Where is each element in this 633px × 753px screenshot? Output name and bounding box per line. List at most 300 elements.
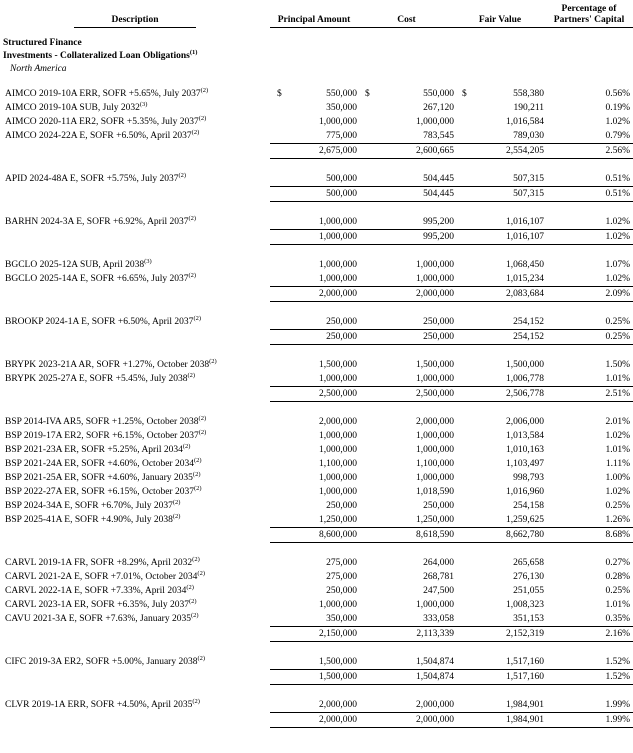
partners-capital-pct-cell bbox=[545, 485, 633, 499]
cost-cell bbox=[358, 598, 455, 612]
principal-amount-value: 1,250,000 bbox=[319, 515, 357, 525]
security-description bbox=[0, 215, 270, 229]
security-row bbox=[0, 556, 633, 570]
partners-capital-pct-cell bbox=[545, 471, 633, 485]
security-row bbox=[0, 698, 633, 712]
principal-amount-cell bbox=[270, 115, 358, 129]
security-groups bbox=[0, 87, 633, 728]
principal-amount-value: 350,000 bbox=[326, 103, 357, 113]
security-row bbox=[0, 215, 633, 229]
partners-capital-pct-cell bbox=[545, 698, 633, 712]
subtotal-pct-value: 1.52% bbox=[605, 672, 630, 682]
cost-value: 268,781 bbox=[423, 572, 454, 582]
security-group bbox=[0, 315, 633, 345]
security-description bbox=[0, 443, 270, 457]
principal-amount-value: 250,000 bbox=[326, 586, 357, 596]
fair-value-cell bbox=[455, 129, 545, 143]
principal-amount-value: 275,000 bbox=[326, 572, 357, 582]
principal-amount-value: 1,000,000 bbox=[319, 431, 357, 441]
security-description bbox=[0, 115, 270, 129]
subtotal-cost-cell bbox=[358, 143, 455, 159]
security-group bbox=[0, 655, 633, 685]
footnote-ref: (2) bbox=[193, 315, 202, 322]
fair-value-value: 1,006,778 bbox=[506, 374, 544, 384]
fair-value-cell bbox=[455, 499, 545, 513]
partners-capital-pct-value: 0.51% bbox=[605, 174, 630, 184]
cost-value: 2,000,000 bbox=[416, 417, 454, 427]
subtotal-cost-value: 995,200 bbox=[423, 232, 454, 242]
cost-value: 333,058 bbox=[423, 614, 454, 624]
subtotal-spacer bbox=[0, 286, 270, 302]
subtotal-fair-cell bbox=[455, 186, 545, 202]
cost-cell bbox=[358, 358, 455, 372]
subtotal-fair-value: 8,662,780 bbox=[506, 530, 544, 540]
dollar-sign: $ bbox=[277, 89, 282, 99]
principal-amount-value: 1,500,000 bbox=[319, 657, 357, 667]
security-description bbox=[0, 101, 270, 115]
security-name: CARVL 2022-1A E, SOFR +7.33%, April 2034 bbox=[5, 586, 187, 596]
fair-value-cell bbox=[455, 698, 545, 712]
subtotal-spacer bbox=[0, 712, 270, 728]
cost-cell bbox=[358, 372, 455, 386]
security-group bbox=[0, 358, 633, 402]
cost-value: 1,504,874 bbox=[416, 657, 454, 667]
subtotal-principal-value: 2,500,000 bbox=[319, 389, 357, 399]
security-row bbox=[0, 101, 633, 115]
subtotal-pct-value: 1.99% bbox=[605, 715, 630, 725]
principal-amount-cell bbox=[270, 101, 358, 115]
principal-amount-value: 1,500,000 bbox=[319, 360, 357, 370]
footnote-ref: (2) bbox=[198, 415, 207, 422]
partners-capital-pct-value: 0.27% bbox=[605, 558, 630, 568]
fair-value-cell bbox=[455, 372, 545, 386]
security-row bbox=[0, 372, 633, 386]
fair-value-value: 276,130 bbox=[513, 572, 544, 582]
security-description bbox=[0, 655, 270, 669]
principal-amount-cell bbox=[270, 556, 358, 570]
principal-amount-cell bbox=[270, 272, 358, 286]
fair-value-cell bbox=[455, 115, 545, 129]
security-row bbox=[0, 598, 633, 612]
footnote-ref: (2) bbox=[192, 698, 200, 705]
subtotal-pct-value: 2.16% bbox=[605, 629, 630, 639]
security-row bbox=[0, 129, 633, 143]
cost-cell bbox=[358, 471, 455, 485]
partners-capital-pct-value: 1.26% bbox=[605, 515, 630, 525]
subtotal-principal-cell bbox=[270, 386, 358, 402]
group-subtotal-row bbox=[0, 669, 633, 685]
security-group bbox=[0, 87, 633, 159]
security-name: AIMCO 2019-10A SUB, July 2032 bbox=[5, 103, 140, 113]
cost-cell bbox=[358, 315, 455, 329]
fair-value-value: 190,211 bbox=[513, 103, 544, 113]
footnote-ref: (2) bbox=[193, 457, 202, 464]
section-title-text: Structured Finance bbox=[3, 38, 82, 48]
partners-capital-pct-value: 1.02% bbox=[605, 117, 630, 127]
cost-value: 267,120 bbox=[423, 103, 454, 113]
header-partners-capital bbox=[545, 4, 633, 28]
subtotal-cost-value: 2,000,000 bbox=[416, 289, 454, 299]
cost-cell bbox=[358, 272, 455, 286]
subtotal-fair-value: 1,517,160 bbox=[506, 672, 544, 682]
fair-value-value: 789,030 bbox=[513, 131, 544, 141]
security-description bbox=[0, 612, 270, 626]
fair-value-cell bbox=[455, 358, 545, 372]
subtotal-cost-cell bbox=[358, 626, 455, 642]
subtotal-pct-cell bbox=[545, 186, 633, 202]
cost-cell bbox=[358, 215, 455, 229]
subtotal-fair-cell bbox=[455, 527, 545, 543]
subtotal-fair-value: 2,506,778 bbox=[506, 389, 544, 399]
cost-value: 1,000,000 bbox=[416, 473, 454, 483]
cost-value: 264,000 bbox=[423, 558, 454, 568]
cost-value: 2,000,000 bbox=[416, 700, 454, 710]
cost-value: 1,500,000 bbox=[416, 360, 454, 370]
fair-value-cell bbox=[455, 655, 545, 669]
security-row bbox=[0, 258, 633, 272]
cost-value: 250,000 bbox=[423, 317, 454, 327]
footnote-ref: (2) bbox=[200, 87, 209, 94]
principal-amount-cell bbox=[270, 129, 358, 143]
fair-value-cell bbox=[455, 172, 545, 186]
subtotal-principal-value: 1,500,000 bbox=[319, 672, 357, 682]
partners-capital-pct-cell bbox=[545, 115, 633, 129]
fair-value-cell bbox=[455, 272, 545, 286]
security-name: CLVR 2019-1A ERR, SOFR +4.50%, April 2035 bbox=[5, 700, 193, 710]
principal-amount-value: 1,000,000 bbox=[319, 274, 357, 284]
cost-value: 1,000,000 bbox=[416, 117, 454, 127]
footnote-ref: (2) bbox=[192, 556, 200, 563]
subtotal-spacer bbox=[0, 186, 270, 202]
partners-capital-pct-cell bbox=[545, 429, 633, 443]
fair-value-value: 1,984,901 bbox=[506, 700, 544, 710]
security-group bbox=[0, 215, 633, 245]
cost-value: 1,000,000 bbox=[416, 274, 454, 284]
dollar-sign: $ bbox=[462, 89, 467, 99]
cost-cell bbox=[358, 429, 455, 443]
partners-capital-pct-value: 1.00% bbox=[605, 473, 630, 483]
partners-capital-pct-value: 0.19% bbox=[605, 103, 630, 113]
group-subtotal-row bbox=[0, 329, 633, 345]
principal-amount-value: 250,000 bbox=[326, 501, 357, 511]
principal-amount-value: 500,000 bbox=[326, 174, 357, 184]
footnote-ref: (2) bbox=[188, 598, 197, 605]
security-name: BROOKP 2024-1A E, SOFR +6.50%, April 2037 bbox=[5, 317, 194, 327]
fair-value-value: 1,016,584 bbox=[506, 117, 544, 127]
fair-value-cell bbox=[455, 415, 545, 429]
footnote-ref: (2) bbox=[178, 172, 187, 179]
cost-value: 1,250,000 bbox=[416, 515, 454, 525]
fair-value-cell bbox=[455, 513, 545, 527]
subtotal-pct-cell bbox=[545, 286, 633, 302]
region-label bbox=[0, 63, 633, 76]
security-name: BGCLO 2025-14A E, SOFR +6.65%, July 2037 bbox=[5, 274, 189, 284]
security-name: BSP 2021-24A ER, SOFR +4.60%, October 2034 bbox=[5, 459, 194, 469]
security-description bbox=[0, 598, 270, 612]
subtotal-spacer bbox=[0, 527, 270, 543]
principal-amount-cell bbox=[270, 612, 358, 626]
partners-capital-pct-cell bbox=[545, 87, 633, 101]
fair-value-value: 1,500,000 bbox=[506, 360, 544, 370]
cost-cell bbox=[358, 698, 455, 712]
partners-capital-pct-value: 0.25% bbox=[605, 501, 630, 511]
principal-amount-cell bbox=[270, 87, 358, 101]
subtotal-fair-value: 2,554,205 bbox=[506, 146, 544, 156]
subtotal-cost-cell bbox=[358, 712, 455, 728]
security-name: CARVL 2019-1A FR, SOFR +8.29%, April 2032 bbox=[5, 558, 193, 568]
security-description bbox=[0, 272, 270, 286]
subtotal-fair-cell bbox=[455, 286, 545, 302]
subtotal-principal-cell bbox=[270, 329, 358, 345]
subtotal-pct-value: 2.56% bbox=[605, 146, 630, 156]
fair-value-cell bbox=[455, 87, 545, 101]
subtotal-principal-value: 2,000,000 bbox=[319, 715, 357, 725]
security-description bbox=[0, 129, 270, 143]
footnote-ref: (2) bbox=[198, 115, 207, 122]
subtotal-cost-cell bbox=[358, 186, 455, 202]
principal-amount-value: 550,000 bbox=[326, 89, 357, 99]
security-description bbox=[0, 556, 270, 570]
subtotal-spacer bbox=[0, 626, 270, 642]
principal-amount-value: 1,000,000 bbox=[319, 445, 357, 455]
fair-value-value: 1,259,625 bbox=[506, 515, 544, 525]
cost-value: 550,000 bbox=[423, 89, 454, 99]
security-name: CARVL 2023-1A ER, SOFR +6.35%, July 2037 bbox=[5, 600, 189, 610]
subtotal-fair-value: 254,152 bbox=[513, 332, 544, 342]
footnote-ref: (2) bbox=[188, 215, 197, 222]
fair-value-value: 1,008,323 bbox=[506, 600, 544, 610]
table-header-row bbox=[0, 4, 633, 28]
partners-capital-pct-cell bbox=[545, 612, 633, 626]
fair-value-cell bbox=[455, 215, 545, 229]
cost-value: 1,000,000 bbox=[416, 445, 454, 455]
group-subtotal-row bbox=[0, 527, 633, 543]
partners-capital-pct-value: 0.25% bbox=[605, 317, 630, 327]
principal-amount-value: 350,000 bbox=[326, 614, 357, 624]
subtotal-pct-cell bbox=[545, 712, 633, 728]
group-subtotal-row bbox=[0, 229, 633, 245]
subtotal-cost-cell bbox=[358, 229, 455, 245]
subtotal-cost-value: 8,618,590 bbox=[416, 530, 454, 540]
security-name: AIMCO 2019-10A ERR, SOFR +5.65%, July 2037 bbox=[5, 89, 201, 99]
cost-cell bbox=[358, 101, 455, 115]
fair-value-value: 351,153 bbox=[513, 614, 544, 624]
principal-amount-cell bbox=[270, 172, 358, 186]
subtotal-pct-value: 2.09% bbox=[605, 289, 630, 299]
fair-value-value: 254,158 bbox=[513, 501, 544, 511]
fair-value-value: 1,013,584 bbox=[506, 431, 544, 441]
subtotal-pct-cell bbox=[545, 626, 633, 642]
partners-capital-pct-value: 0.28% bbox=[605, 572, 630, 582]
security-row bbox=[0, 415, 633, 429]
fair-value-value: 2,006,000 bbox=[506, 417, 544, 427]
subtotal-pct-value: 0.51% bbox=[605, 189, 630, 199]
subtotal-pct-cell bbox=[545, 329, 633, 345]
security-description bbox=[0, 584, 270, 598]
subtotal-principal-cell bbox=[270, 143, 358, 159]
section-subtitle-text: Investments - Collateralized Loan Obligations bbox=[3, 51, 190, 61]
section-title bbox=[0, 37, 633, 50]
subtotal-cost-value: 2,113,339 bbox=[416, 629, 454, 639]
security-name: BSP 2024-34A E, SOFR +6.70%, July 2037 bbox=[5, 501, 173, 511]
principal-amount-cell bbox=[270, 513, 358, 527]
partners-capital-pct-cell bbox=[545, 584, 633, 598]
principal-amount-cell bbox=[270, 698, 358, 712]
security-description bbox=[0, 471, 270, 485]
security-row bbox=[0, 115, 633, 129]
footnote-ref: (2) bbox=[188, 272, 197, 279]
fair-value-value: 1,517,160 bbox=[506, 657, 544, 667]
partners-capital-pct-value: 1.50% bbox=[605, 360, 630, 370]
header-principal-amount bbox=[270, 15, 358, 28]
subtotal-spacer bbox=[0, 229, 270, 245]
fair-value-value: 507,315 bbox=[513, 174, 544, 184]
partners-capital-pct-value: 1.52% bbox=[605, 657, 630, 667]
subtotal-cost-value: 2,000,000 bbox=[416, 715, 454, 725]
cost-value: 1,000,000 bbox=[416, 600, 454, 610]
subtotal-cost-value: 250,000 bbox=[423, 332, 454, 342]
cost-value: 1,000,000 bbox=[416, 431, 454, 441]
region-label-text: North America bbox=[10, 64, 67, 74]
fair-value-value: 251,055 bbox=[513, 586, 544, 596]
principal-amount-value: 1,000,000 bbox=[319, 600, 357, 610]
subtotal-cost-cell bbox=[358, 669, 455, 685]
subtotal-principal-value: 2,675,000 bbox=[319, 146, 357, 156]
footnote-ref: (2) bbox=[187, 372, 196, 379]
security-description bbox=[0, 315, 270, 329]
fair-value-value: 254,152 bbox=[513, 317, 544, 327]
security-row bbox=[0, 172, 633, 186]
security-description bbox=[0, 429, 270, 443]
partners-capital-pct-cell bbox=[545, 215, 633, 229]
cost-cell bbox=[358, 570, 455, 584]
cost-cell bbox=[358, 443, 455, 457]
subtotal-principal-cell bbox=[270, 712, 358, 728]
principal-amount-cell bbox=[270, 471, 358, 485]
subtotal-cost-cell bbox=[358, 286, 455, 302]
principal-amount-cell bbox=[270, 443, 358, 457]
partners-capital-pct-cell bbox=[545, 655, 633, 669]
header-fair-value bbox=[455, 15, 545, 28]
group-subtotal-row bbox=[0, 186, 633, 202]
subtotal-fair-cell bbox=[455, 712, 545, 728]
fair-value-value: 1,010,163 bbox=[506, 445, 544, 455]
subtotal-cost-value: 2,500,000 bbox=[416, 389, 454, 399]
principal-amount-cell bbox=[270, 429, 358, 443]
partners-capital-pct-value: 1.02% bbox=[605, 217, 630, 227]
principal-amount-value: 775,000 bbox=[326, 131, 357, 141]
subtotal-pct-cell bbox=[545, 143, 633, 159]
security-description bbox=[0, 172, 270, 186]
group-subtotal-row bbox=[0, 286, 633, 302]
subtotal-principal-value: 500,000 bbox=[326, 189, 357, 199]
cost-value: 783,545 bbox=[423, 131, 454, 141]
partners-capital-pct-value: 1.02% bbox=[605, 431, 630, 441]
subtotal-principal-value: 250,000 bbox=[326, 332, 357, 342]
security-description bbox=[0, 372, 270, 386]
group-subtotal-row bbox=[0, 712, 633, 728]
security-row bbox=[0, 485, 633, 499]
partners-capital-pct-value: 0.25% bbox=[605, 586, 630, 596]
cost-cell bbox=[358, 485, 455, 499]
footnote-ref: (2) bbox=[197, 655, 206, 662]
fair-value-value: 1,015,234 bbox=[506, 274, 544, 284]
security-row bbox=[0, 584, 633, 598]
footnote-ref: (2) bbox=[198, 429, 207, 436]
security-name: BRYPK 2025-27A E, SOFR +5.45%, July 2038 bbox=[5, 374, 188, 384]
principal-amount-value: 1,000,000 bbox=[319, 473, 357, 483]
principal-amount-cell bbox=[270, 499, 358, 513]
security-row bbox=[0, 443, 633, 457]
subtotal-cost-cell bbox=[358, 329, 455, 345]
fair-value-value: 1,016,960 bbox=[506, 487, 544, 497]
security-description bbox=[0, 485, 270, 499]
fair-value-value: 265,658 bbox=[513, 558, 544, 568]
security-name: CARVL 2021-2A E, SOFR +7.01%, October 2034 bbox=[5, 572, 198, 582]
principal-amount-cell bbox=[270, 598, 358, 612]
principal-amount-value: 2,000,000 bbox=[319, 417, 357, 427]
header-description-label: Description bbox=[74, 15, 196, 28]
security-group bbox=[0, 415, 633, 543]
security-group bbox=[0, 258, 633, 302]
fair-value-value: 558,380 bbox=[513, 89, 544, 99]
partners-capital-pct-value: 1.02% bbox=[605, 274, 630, 284]
security-name: BSP 2021-25A ER, SOFR +4.60%, January 2035 bbox=[5, 473, 193, 483]
subtotal-fair-cell bbox=[455, 669, 545, 685]
subtotal-pct-value: 0.25% bbox=[605, 332, 630, 342]
security-row bbox=[0, 655, 633, 669]
subtotal-principal-value: 1,000,000 bbox=[319, 232, 357, 242]
partners-capital-pct-cell bbox=[545, 443, 633, 457]
principal-amount-cell bbox=[270, 258, 358, 272]
security-name: APID 2024-48A E, SOFR +5.75%, July 2037 bbox=[5, 174, 179, 184]
subtotal-spacer bbox=[0, 386, 270, 402]
principal-amount-cell bbox=[270, 358, 358, 372]
fair-value-value: 1,068,450 bbox=[506, 260, 544, 270]
security-group bbox=[0, 556, 633, 642]
fair-value-cell bbox=[455, 612, 545, 626]
principal-amount-value: 1,100,000 bbox=[319, 459, 357, 469]
group-subtotal-row bbox=[0, 143, 633, 159]
fair-value-cell bbox=[455, 443, 545, 457]
partners-capital-pct-cell bbox=[545, 556, 633, 570]
principal-amount-value: 1,000,000 bbox=[319, 487, 357, 497]
security-description bbox=[0, 499, 270, 513]
fair-value-cell bbox=[455, 101, 545, 115]
footnote-ref: (2) bbox=[197, 570, 205, 577]
subtotal-cost-cell bbox=[358, 527, 455, 543]
subtotal-principal-cell bbox=[270, 229, 358, 245]
footnote-ref: (3) bbox=[144, 258, 152, 265]
subtotal-principal-cell bbox=[270, 669, 358, 685]
footnote-ref: (2) bbox=[191, 129, 200, 136]
subtotal-pct-cell bbox=[545, 229, 633, 245]
cost-value: 995,200 bbox=[423, 217, 454, 227]
subtotal-spacer bbox=[0, 669, 270, 685]
fair-value-cell bbox=[455, 485, 545, 499]
partners-capital-pct-cell bbox=[545, 598, 633, 612]
partners-capital-pct-value: 2.01% bbox=[605, 417, 630, 427]
footnote-ref: (1) bbox=[189, 48, 198, 56]
subtotal-pct-value: 8.68% bbox=[605, 530, 630, 540]
subtotal-fair-value: 507,315 bbox=[513, 189, 544, 199]
cost-value: 247,500 bbox=[423, 586, 454, 596]
group-subtotal-row bbox=[0, 386, 633, 402]
partners-capital-pct-cell bbox=[545, 258, 633, 272]
principal-amount-cell bbox=[270, 315, 358, 329]
partners-capital-pct-value: 1.01% bbox=[605, 374, 630, 384]
subtotal-pct-cell bbox=[545, 386, 633, 402]
